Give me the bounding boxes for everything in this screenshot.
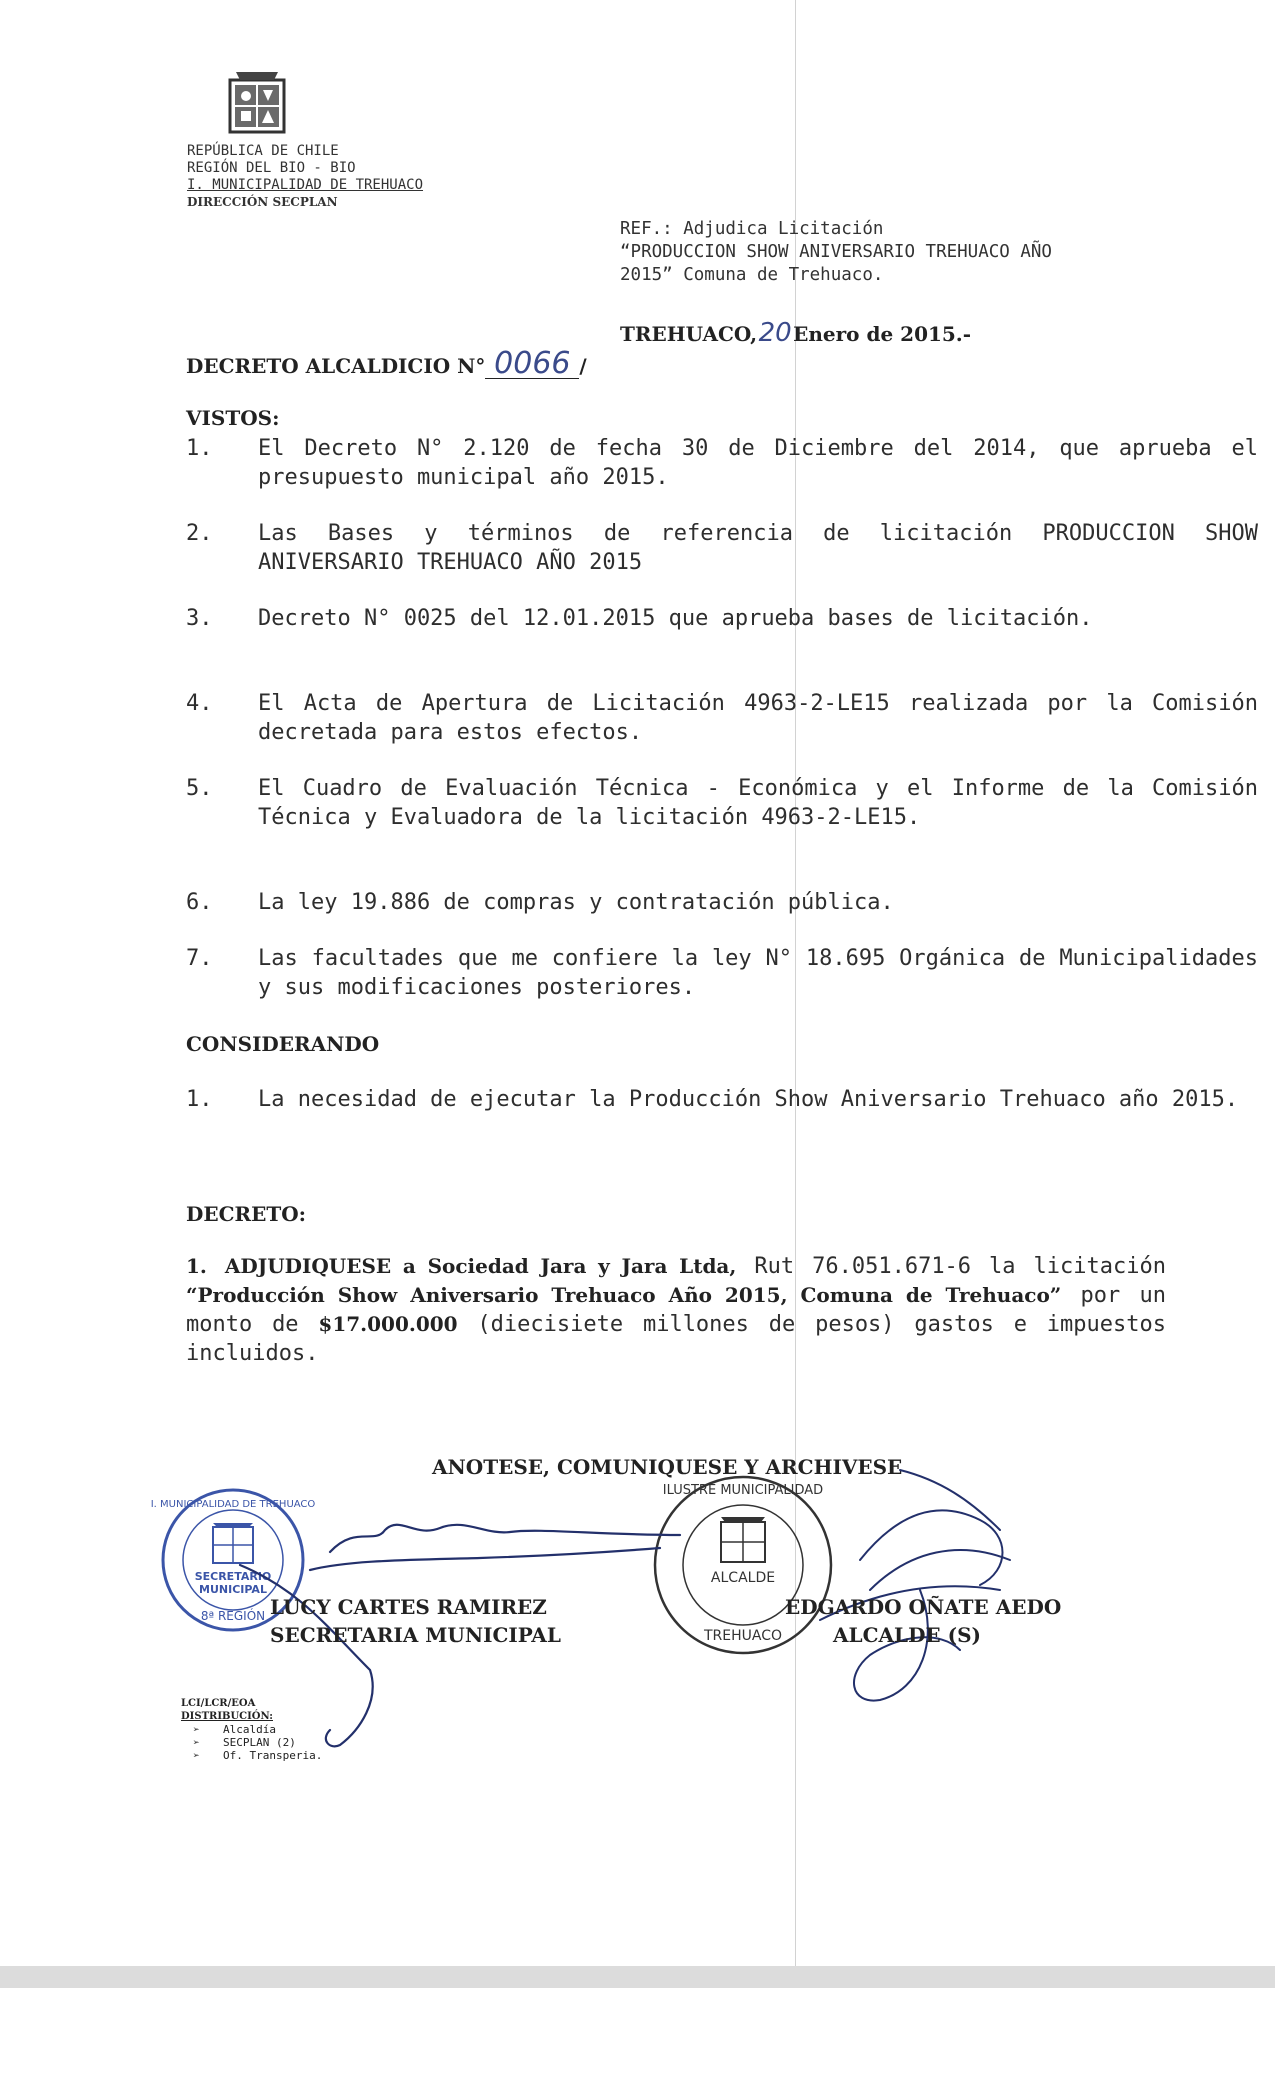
date-day-handwritten: 20 (758, 318, 792, 348)
item-text: La necesidad de ejecutar la Producción Show Aniversario Trehuaco año 2015. (258, 1087, 1239, 1112)
resolution-text-3: (diecisiete millones de pesos) gastos e impuestos incluidos. (186, 1312, 1166, 1366)
decree-number-handwritten: 0066 (485, 350, 579, 379)
distribution-block (181, 1697, 322, 1762)
item-number: 1. (186, 1087, 213, 1112)
ref-line-3: 2015” Comuna de Trehuaco. (620, 265, 884, 285)
seal-ring-text: I. MUNICIPALIDAD DE TREHUACO (150, 1499, 316, 1510)
mayor-name: EDGARDO OÑATE AEDO (785, 1595, 1062, 1619)
item-text: El Decreto N° 2.120 de fecha 30 de Diciembre del 2014, que aprueba el presupuesto municipal año 2015. (258, 436, 1258, 490)
item-text: Las facultades que me confiere la ley N° 18.695 Orgánica de Municipalidades y sus modificaciones posteriores. (258, 946, 1258, 1000)
arrow-bullet-icon: ➢ (193, 1749, 200, 1762)
resolution-amount: $17.000.000 (318, 1312, 458, 1336)
seal-bottom-text: TREHUACO (703, 1628, 783, 1644)
item-number: 1. (186, 436, 213, 461)
city-date (620, 318, 971, 348)
item-number: 3. (186, 606, 213, 631)
secretary-signature-block (270, 1593, 561, 1649)
seal-bottom-text: 8ª REGIÓN (200, 1609, 266, 1623)
item-text: Decreto N° 0025 del 12.01.2015 que aprueba bases de licitación. (258, 606, 1093, 631)
mayor-title: ALCALDE (S) (833, 1623, 981, 1647)
decree-label: DECRETO ALCALDICIO N° (186, 354, 486, 378)
seal-center-line-2: MUNICIPAL (199, 1583, 267, 1596)
issuer-header (187, 143, 423, 211)
arrow-bullet-icon: ➢ (193, 1736, 200, 1749)
ref-line-1: REF.: Adjudica Licitación (620, 219, 884, 239)
date-rest: Enero de 2015.- (793, 322, 972, 346)
distribution-item: ➢ Alcaldía (181, 1723, 322, 1736)
item-text: El Acta de Apertura de Licitación 4963-2-LE15 realizada por la Comisión decretada para estos efectos. (258, 691, 1258, 745)
header-municipality: I. MUNICIPALIDAD DE TREHUACO (187, 177, 424, 193)
resolution-award: ADJUDIQUESE a Sociedad Jara y Jara Ltda, (224, 1254, 737, 1278)
secretary-title: SECRETARIA MUNICIPAL (270, 1623, 561, 1647)
scan-bottom-border (0, 1966, 1275, 1988)
decree-slash: / (579, 354, 587, 378)
distribution-label: DISTRIBUCIÓN: (181, 1711, 273, 1722)
resolution-text-1: Rut 76.051.671-6 la licitación (736, 1254, 1167, 1279)
vistos-item (186, 434, 1266, 492)
seal-ring-text: ILUSTRE MUNICIPALIDAD (662, 1483, 824, 1498)
arrow-bullet-icon: ➢ (193, 1723, 200, 1736)
vistos-item (186, 888, 1266, 917)
header-country: REPÚBLICA DE CHILE (187, 143, 339, 159)
resolution-number: 1. (186, 1254, 207, 1278)
secretary-name: LUCY CARTES RAMIREZ (270, 1595, 547, 1619)
vistos-item (186, 689, 1266, 747)
resolution-text-2: por un monto de (186, 1283, 1167, 1337)
seal-center-line-1: SECRETARIO (194, 1570, 272, 1583)
ref-line-2: “PRODUCCION SHOW ANIVERSARIO TREHUACO AÑO (620, 242, 1052, 262)
considerando-item (186, 1085, 1266, 1143)
author-initials: LCI/LCR/EOA (181, 1698, 256, 1709)
decree-resolution (186, 1252, 1166, 1368)
coat-of-arms-icon (222, 68, 292, 138)
vistos-item (186, 774, 1266, 861)
date-city: TREHUACO, (620, 322, 758, 346)
vistos-item (186, 944, 1266, 1002)
vistos-heading: VISTOS: (186, 406, 280, 430)
mayor-signature-icon (820, 1470, 1010, 1701)
item-number: 7. (186, 946, 213, 971)
decreto-heading: DECRETO: (186, 1202, 307, 1226)
item-text: La ley 19.886 de compras y contratación pública. (258, 890, 894, 915)
vistos-item (186, 604, 1266, 662)
closing-formula: ANOTESE, COMUNIQUESE Y ARCHIVESE (432, 1455, 903, 1479)
distribution-item: ➢ SECPLAN (2) (181, 1736, 322, 1749)
considerando-heading: CONSIDERANDO (186, 1032, 380, 1056)
item-number: 2. (186, 521, 213, 546)
header-region: REGIÓN DEL BIO - BIO (187, 160, 356, 176)
seal-center-text: ALCALDE (710, 1570, 776, 1586)
reference-block (620, 218, 1240, 287)
item-number: 4. (186, 691, 213, 716)
item-text: Las Bases y términos de referencia de licitación PRODUCCION SHOW ANIVERSARIO TREHUACO AÑO 2015 (258, 521, 1258, 575)
item-number: 5. (186, 776, 213, 801)
item-text: El Cuadro de Evaluación Técnica - Económica y el Informe de la Comisión Técnica y Evaluadora de la licitación 4963-2-LE15. (258, 776, 1258, 830)
decree-number-line (186, 346, 587, 381)
vistos-item (186, 519, 1266, 577)
item-number: 6. (186, 890, 213, 915)
distribution-item: ➢ Of. Transperia. (181, 1749, 322, 1762)
mayor-signature-block (785, 1593, 1061, 1649)
header-department: DIRECCIÓN SECPLAN (187, 195, 338, 209)
resolution-tender-name: “Producción Show Aniversario Trehuaco Año 2015, Comuna de Trehuaco” (186, 1283, 1062, 1307)
